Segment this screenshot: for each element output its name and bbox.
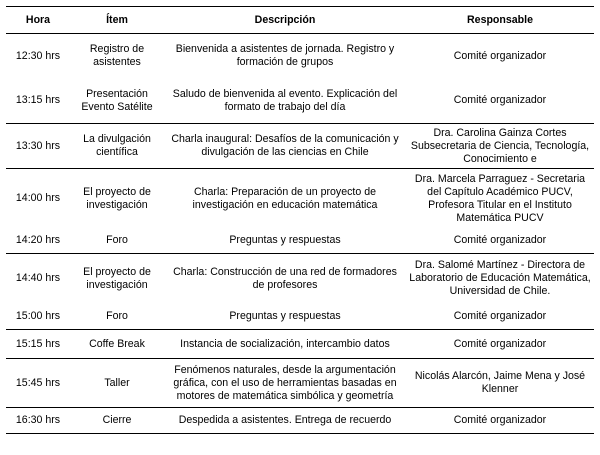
cell-item: Coffe Break (70, 330, 164, 359)
cell-descripcion: Saludo de bienvenida al evento. Explicación del formato de trabajo del día (164, 79, 406, 124)
cell-item: El proyecto de investigación (83, 265, 151, 291)
table-row (6, 229, 594, 254)
cell-responsable: Comité organizador (453, 49, 547, 62)
table-row (6, 79, 594, 124)
cell-responsable: Comité organizador (406, 79, 594, 124)
schedule-table (6, 6, 594, 434)
cell-item: Foro (70, 229, 164, 254)
cell-item: La divulgación científica (70, 124, 164, 169)
responsable-text: Dra. Carolina Gainza Cortes Subsecretaria de Ciencia, Tecnología, Conocimiento e (410, 126, 590, 165)
cell-descripcion: Despedida a asistentes. Entrega de recuerdo (164, 408, 406, 434)
table-row (6, 408, 594, 434)
header-hora: Hora (6, 7, 70, 34)
header-row (6, 7, 594, 34)
cell-item: Foro (70, 304, 164, 330)
cell-hora: 14:00 hrs (15, 192, 61, 205)
header-descripcion: Descripción (164, 7, 406, 34)
schedule-document (6, 6, 594, 434)
cell-hora: 16:30 hrs (6, 408, 70, 434)
cell-responsable: Comité organizador (406, 304, 594, 330)
cell-hora: 13:15 hrs (6, 79, 70, 124)
cell-item: Presentación Evento Satélite (70, 79, 164, 124)
table-row (6, 359, 594, 408)
cell-descripcion: Instancia de socialización, intercambio datos (164, 330, 406, 359)
cell-descripcion: Charla: Construcción de una red de formadores de profesores (173, 265, 397, 291)
table-row (6, 304, 594, 330)
cell-responsable (406, 124, 594, 169)
table-row (6, 34, 594, 79)
table-row (6, 330, 594, 359)
cell-responsable: Comité organizador (406, 229, 594, 254)
table-row (6, 169, 594, 229)
cell-descripcion: Preguntas y respuestas (164, 304, 406, 330)
cell-item: Cierre (70, 408, 164, 434)
cell-hora: 12:30 hrs (15, 49, 61, 62)
cell-hora: 15:00 hrs (6, 304, 70, 330)
cell-responsable: Comité organizador (406, 408, 594, 434)
cell-descripcion: Charla: Preparación de un proyecto de investigación en educación matemática (192, 185, 378, 211)
table-row (6, 254, 594, 304)
cell-hora: 14:40 hrs (15, 272, 61, 285)
cell-hora: 15:15 hrs (6, 330, 70, 359)
cell-hora: 14:20 hrs (6, 229, 70, 254)
cell-item: Taller (70, 359, 164, 408)
cell-item: El proyecto de investigación (83, 185, 151, 211)
cell-hora: 13:30 hrs (6, 124, 70, 169)
header-item: Ítem (70, 7, 164, 34)
cell-responsable: Nicolás Alarcón, Jaime Mena y José Klenner (406, 359, 594, 408)
cell-descripcion: Charla inaugural: Desafíos de la comunicación y divulgación de las ciencias en Chile (164, 124, 406, 169)
cell-responsable: Comité organizador (406, 330, 594, 359)
cell-descripcion: Bienvenida a asistentes de jornada. Registro y formación de grupos (175, 43, 395, 69)
cell-hora: 15:45 hrs (6, 359, 70, 408)
cell-descripcion: Preguntas y respuestas (164, 229, 406, 254)
cell-descripcion: Fenómenos naturales, desde la argumentación gráfica, con el uso de herramientas basadas en motores de matemática simbólica y geometría (164, 359, 406, 408)
cell-item: Registro de asistentes (89, 43, 145, 69)
table-row (6, 124, 594, 169)
cell-responsable: Dra. Salomé Martínez - Directora de Laboratorio de Educación Matemática, Universidad de Chile. (409, 259, 591, 298)
header-responsable: Responsable (406, 7, 594, 34)
cell-responsable: Dra. Marcela Parraguez - Secretaria del Capítulo Académico PUCV, Profesora Titular en el Instituto Matemática PUCV (414, 172, 586, 224)
